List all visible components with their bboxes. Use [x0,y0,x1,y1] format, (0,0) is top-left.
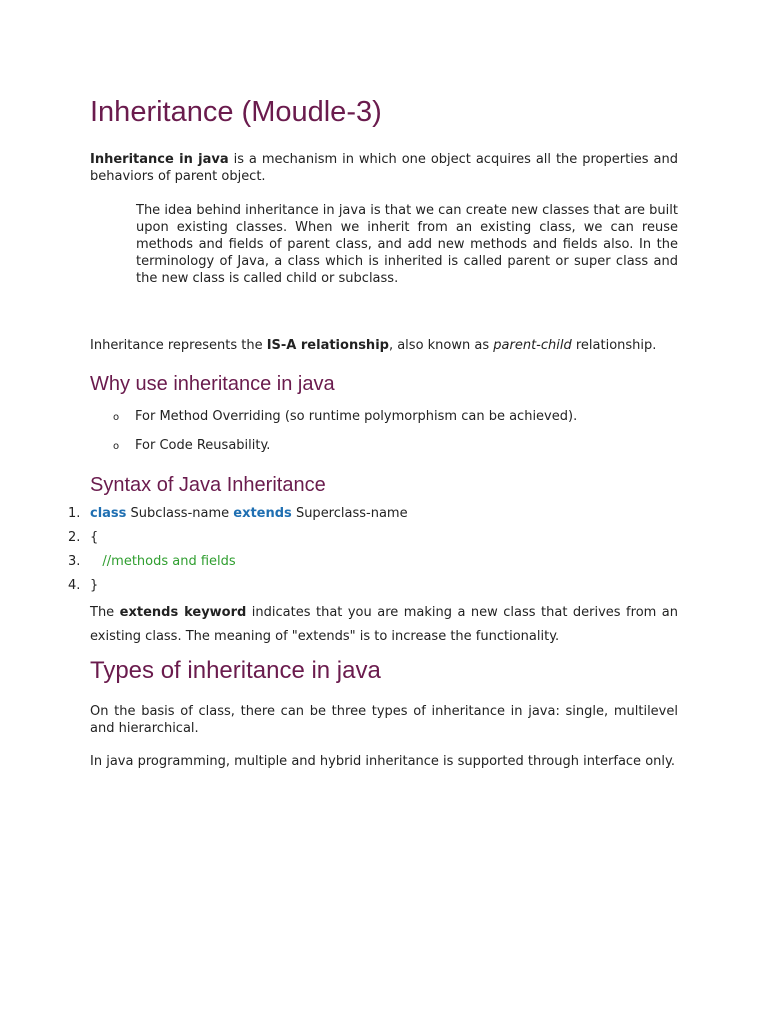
list-item-text: For Method Overriding (so runtime polymorphism can be achieved). [135,409,578,424]
isa-text-middle: , also known as [388,338,494,353]
code-line [68,505,408,522]
code-line [68,577,98,594]
code-text: Subclass-name [126,506,234,521]
extends-bold-term: extends keyword [119,605,247,620]
code-line [68,529,98,546]
page-title: Inheritance (Moudle-3) [90,96,382,128]
why-heading: Why use inheritance in java [90,373,335,395]
code-line [68,553,236,570]
syntax-heading: Syntax of Java Inheritance [90,474,326,496]
line-number: 1. [68,506,81,521]
extends-text-after: indicates that you are making a new class that derives from an existing class. The meaning of "extends" is to increase the functionality. [90,605,678,644]
extends-paragraph [90,601,678,649]
isa-text-before: Inheritance represents the [90,338,267,353]
list-item [113,437,270,455]
types-heading: Types of inheritance in java [90,657,381,684]
keyword-extends: extends [233,506,292,521]
types-paragraph-2: In java programming, multiple and hybrid inheritance is supported through interface only. [90,754,675,769]
isa-bold-term: IS-A relationship [266,338,389,353]
line-number: 2. [68,530,81,545]
keyword-class: class [90,506,127,521]
code-comment: //methods and fields [90,554,236,569]
intro-text: is a mechanism in which one object acquires all the properties and behaviors of parent object. [90,152,678,184]
intro-paragraph [90,151,678,185]
quote-paragraph: The idea behind inheritance in java is that we can create new classes that are built upon existing classes. When we inherit from an existing class, we can reuse methods and fields of parent class, and add new methods and fields also. In the terminology of Java, a class which is inherited is called parent or super class and the new class is called child or subclass. [136,203,678,286]
list-item-text: For Code Reusability. [135,438,271,453]
bullet-mark: o [113,441,120,452]
line-number: 4. [68,578,81,593]
bullet-mark: o [113,412,120,423]
list-item [113,408,577,426]
types-paragraph-1: On the basis of class, there can be three types of inheritance in java: single, multilevel and hierarchical. [90,704,678,736]
isa-paragraph [90,337,690,354]
intro-bold-term: Inheritance in java [90,152,229,167]
code-text: } [90,578,99,593]
code-text: Superclass-name [291,506,408,521]
line-number: 3. [68,554,81,569]
code-text: { [90,530,99,545]
extends-text-before: The [90,605,120,620]
isa-text-after: relationship. [571,338,657,353]
isa-italic-term: parent-child [493,338,572,353]
